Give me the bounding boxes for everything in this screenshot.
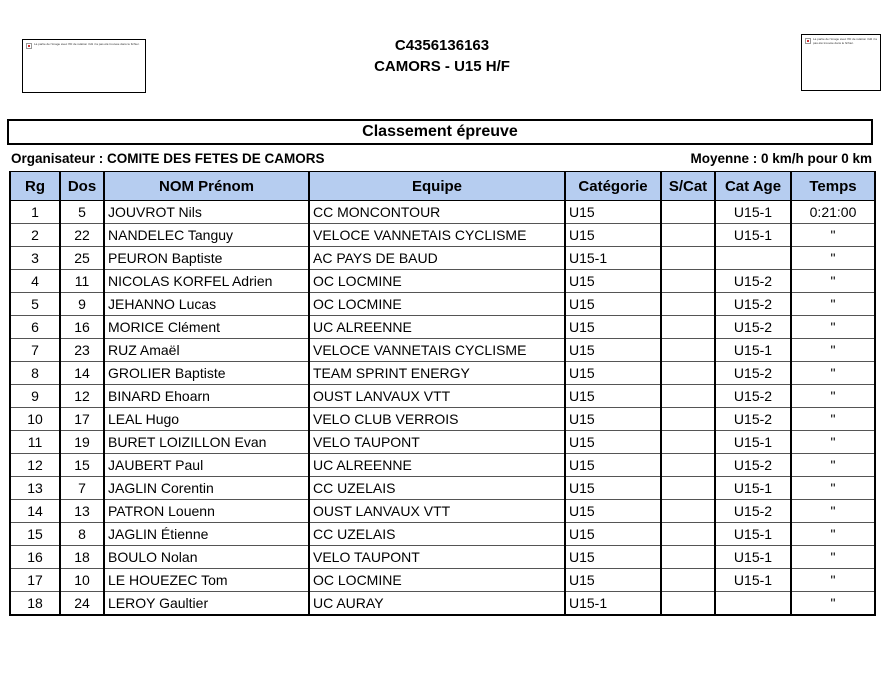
time-cell: " — [791, 316, 875, 339]
age-category-cell: U15-2 — [715, 385, 791, 408]
bib-cell: 23 — [60, 339, 104, 362]
column-header-category: Catégorie — [565, 172, 661, 201]
time-cell: " — [791, 431, 875, 454]
right-image-alt-text: La partie de l'image avec l'ID de relation rId2 n'a pas été trouvée dans le fichier. — [813, 37, 877, 45]
time-cell: 0:21:00 — [791, 201, 875, 224]
category-cell: U15 — [565, 316, 661, 339]
team-cell: OC LOCMINE — [309, 270, 565, 293]
subcategory-cell — [661, 546, 715, 569]
category-cell: U15 — [565, 339, 661, 362]
rank-cell: 10 — [10, 408, 60, 431]
category-cell: U15 — [565, 500, 661, 523]
rank-cell: 13 — [10, 477, 60, 500]
name-cell: PEURON Baptiste — [104, 247, 309, 270]
bib-cell: 18 — [60, 546, 104, 569]
time-cell: " — [791, 385, 875, 408]
name-cell: JAGLIN Étienne — [104, 523, 309, 546]
age-category-cell — [715, 592, 791, 615]
age-category-cell: U15-1 — [715, 523, 791, 546]
time-cell: " — [791, 247, 875, 270]
subcategory-cell — [661, 454, 715, 477]
time-cell: " — [791, 454, 875, 477]
table-row — [10, 224, 875, 247]
results-body — [10, 201, 875, 615]
age-category-cell: U15-1 — [715, 569, 791, 592]
table-row — [10, 270, 875, 293]
bib-cell: 12 — [60, 385, 104, 408]
category-cell: U15 — [565, 546, 661, 569]
team-cell: OUST LANVAUX VTT — [309, 500, 565, 523]
subcategory-cell — [661, 293, 715, 316]
table-row — [10, 454, 875, 477]
name-cell: MORICE Clément — [104, 316, 309, 339]
name-cell: BINARD Ehoarn — [104, 385, 309, 408]
age-category-cell: U15-1 — [715, 431, 791, 454]
column-header-time: Temps — [791, 172, 875, 201]
column-header-bib: Dos — [60, 172, 104, 201]
table-row — [10, 408, 875, 431]
rank-cell: 3 — [10, 247, 60, 270]
name-cell: NANDELEC Tanguy — [104, 224, 309, 247]
table-row — [10, 316, 875, 339]
time-cell: " — [791, 569, 875, 592]
subcategory-cell — [661, 270, 715, 293]
subcategory-cell — [661, 408, 715, 431]
category-cell: U15 — [565, 408, 661, 431]
bib-cell: 10 — [60, 569, 104, 592]
subcategory-cell — [661, 500, 715, 523]
name-cell: BURET LOIZILLON Evan — [104, 431, 309, 454]
table-row — [10, 247, 875, 270]
rank-cell: 6 — [10, 316, 60, 339]
category-cell: U15-1 — [565, 247, 661, 270]
table-row — [10, 293, 875, 316]
name-cell: PATRON Louenn — [104, 500, 309, 523]
bib-cell: 5 — [60, 201, 104, 224]
rank-cell: 18 — [10, 592, 60, 615]
team-cell: VELO TAUPONT — [309, 431, 565, 454]
category-cell: U15 — [565, 362, 661, 385]
time-cell: " — [791, 362, 875, 385]
column-header-rank: Rg — [10, 172, 60, 201]
time-cell: " — [791, 408, 875, 431]
team-cell: VELOCE VANNETAIS CYCLISME — [309, 339, 565, 362]
rank-cell: 12 — [10, 454, 60, 477]
bib-cell: 7 — [60, 477, 104, 500]
team-cell: AC PAYS DE BAUD — [309, 247, 565, 270]
age-category-cell: U15-2 — [715, 454, 791, 477]
category-cell: U15 — [565, 454, 661, 477]
time-cell: " — [791, 293, 875, 316]
time-cell: " — [791, 339, 875, 362]
column-header-subcategory: S/Cat — [661, 172, 715, 201]
team-cell: TEAM SPRINT ENERGY — [309, 362, 565, 385]
time-cell: " — [791, 523, 875, 546]
bib-cell: 15 — [60, 454, 104, 477]
table-header-row — [10, 172, 875, 201]
age-category-cell: U15-2 — [715, 316, 791, 339]
category-cell: U15 — [565, 201, 661, 224]
subcategory-cell — [661, 477, 715, 500]
age-category-cell: U15-2 — [715, 293, 791, 316]
left-image-alt-text: La partie de l'image avec l'ID de relation rId1 n'a pas été trouvée dans le fichier. — [34, 42, 140, 46]
time-cell: " — [791, 500, 875, 523]
organizer: Organisateur : COMITE DES FETES DE CAMORS — [11, 151, 325, 166]
age-category-cell: U15-1 — [715, 224, 791, 247]
name-cell: BOULO Nolan — [104, 546, 309, 569]
race-name: CAMORS - U15 H/F — [374, 58, 510, 75]
age-category-cell: U15-1 — [715, 477, 791, 500]
team-cell: OUST LANVAUX VTT — [309, 385, 565, 408]
rank-cell: 11 — [10, 431, 60, 454]
age-category-cell: U15-2 — [715, 270, 791, 293]
subcategory-cell — [661, 385, 715, 408]
rank-cell: 7 — [10, 339, 60, 362]
table-row — [10, 201, 875, 224]
time-cell: " — [791, 546, 875, 569]
name-cell: LE HOUEZEC Tom — [104, 569, 309, 592]
rank-cell: 15 — [10, 523, 60, 546]
rank-cell: 17 — [10, 569, 60, 592]
bib-cell: 17 — [60, 408, 104, 431]
subcategory-cell — [661, 431, 715, 454]
name-cell: NICOLAS KORFEL Adrien — [104, 270, 309, 293]
rank-cell: 14 — [10, 500, 60, 523]
subcategory-cell — [661, 569, 715, 592]
table-row — [10, 500, 875, 523]
rank-cell: 9 — [10, 385, 60, 408]
name-cell: JOUVROT Nils — [104, 201, 309, 224]
table-row — [10, 523, 875, 546]
team-cell: CC UZELAIS — [309, 477, 565, 500]
category-cell: U15 — [565, 270, 661, 293]
rank-cell: 2 — [10, 224, 60, 247]
subcategory-cell — [661, 523, 715, 546]
age-category-cell: U15-1 — [715, 201, 791, 224]
category-cell: U15 — [565, 431, 661, 454]
column-header-team: Equipe — [309, 172, 565, 201]
subcategory-cell — [661, 247, 715, 270]
name-cell: GROLIER Baptiste — [104, 362, 309, 385]
category-cell: U15 — [565, 385, 661, 408]
average-speed: Moyenne : 0 km/h pour 0 km — [690, 151, 872, 166]
category-cell: U15 — [565, 523, 661, 546]
table-row — [10, 339, 875, 362]
rank-cell: 16 — [10, 546, 60, 569]
category-cell: U15 — [565, 477, 661, 500]
team-cell: UC AURAY — [309, 592, 565, 615]
category-cell: U15 — [565, 569, 661, 592]
subcategory-cell — [661, 339, 715, 362]
category-cell: U15 — [565, 293, 661, 316]
age-category-cell: U15-1 — [715, 339, 791, 362]
subcategory-cell — [661, 362, 715, 385]
age-category-cell: U15-2 — [715, 500, 791, 523]
time-cell: " — [791, 592, 875, 615]
rank-cell: 5 — [10, 293, 60, 316]
subcategory-cell — [661, 592, 715, 615]
category-cell: U15 — [565, 224, 661, 247]
rank-cell: 8 — [10, 362, 60, 385]
name-cell: LEAL Hugo — [104, 408, 309, 431]
team-cell: UC ALREENNE — [309, 454, 565, 477]
table-row — [10, 569, 875, 592]
team-cell: OC LOCMINE — [309, 293, 565, 316]
time-cell: " — [791, 270, 875, 293]
team-cell: OC LOCMINE — [309, 569, 565, 592]
team-cell: UC ALREENNE — [309, 316, 565, 339]
bib-cell: 8 — [60, 523, 104, 546]
team-cell: VELO TAUPONT — [309, 546, 565, 569]
rank-cell: 4 — [10, 270, 60, 293]
column-header-name: NOM Prénom — [104, 172, 309, 201]
bib-cell: 19 — [60, 431, 104, 454]
name-cell: RUZ Amaël — [104, 339, 309, 362]
table-row — [10, 546, 875, 569]
age-category-cell: U15-2 — [715, 408, 791, 431]
table-row — [10, 431, 875, 454]
time-cell: " — [791, 477, 875, 500]
age-category-cell: U15-2 — [715, 362, 791, 385]
bib-cell: 16 — [60, 316, 104, 339]
table-row — [10, 592, 875, 615]
bib-cell: 22 — [60, 224, 104, 247]
bib-cell: 13 — [60, 500, 104, 523]
subcategory-cell — [661, 316, 715, 339]
age-category-cell — [715, 247, 791, 270]
name-cell: LEROY Gaultier — [104, 592, 309, 615]
race-code: C4356136163 — [394, 37, 490, 54]
subcategory-cell — [661, 224, 715, 247]
table-row — [10, 385, 875, 408]
bib-cell: 14 — [60, 362, 104, 385]
section-title: Classement épreuve — [7, 119, 873, 145]
name-cell: JAGLIN Corentin — [104, 477, 309, 500]
team-cell: CC MONCONTOUR — [309, 201, 565, 224]
name-cell: JEHANNO Lucas — [104, 293, 309, 316]
rank-cell: 1 — [10, 201, 60, 224]
subcategory-cell — [661, 201, 715, 224]
category-cell: U15-1 — [565, 592, 661, 615]
team-cell: VELO CLUB VERROIS — [309, 408, 565, 431]
bib-cell: 25 — [60, 247, 104, 270]
table-row — [10, 362, 875, 385]
team-cell: CC UZELAIS — [309, 523, 565, 546]
bib-cell: 24 — [60, 592, 104, 615]
age-category-cell: U15-1 — [715, 546, 791, 569]
bib-cell: 11 — [60, 270, 104, 293]
table-row — [10, 477, 875, 500]
name-cell: JAUBERT Paul — [104, 454, 309, 477]
time-cell: " — [791, 224, 875, 247]
team-cell: VELOCE VANNETAIS CYCLISME — [309, 224, 565, 247]
bib-cell: 9 — [60, 293, 104, 316]
results-table — [9, 171, 876, 616]
column-header-age-category: Cat Age — [715, 172, 791, 201]
